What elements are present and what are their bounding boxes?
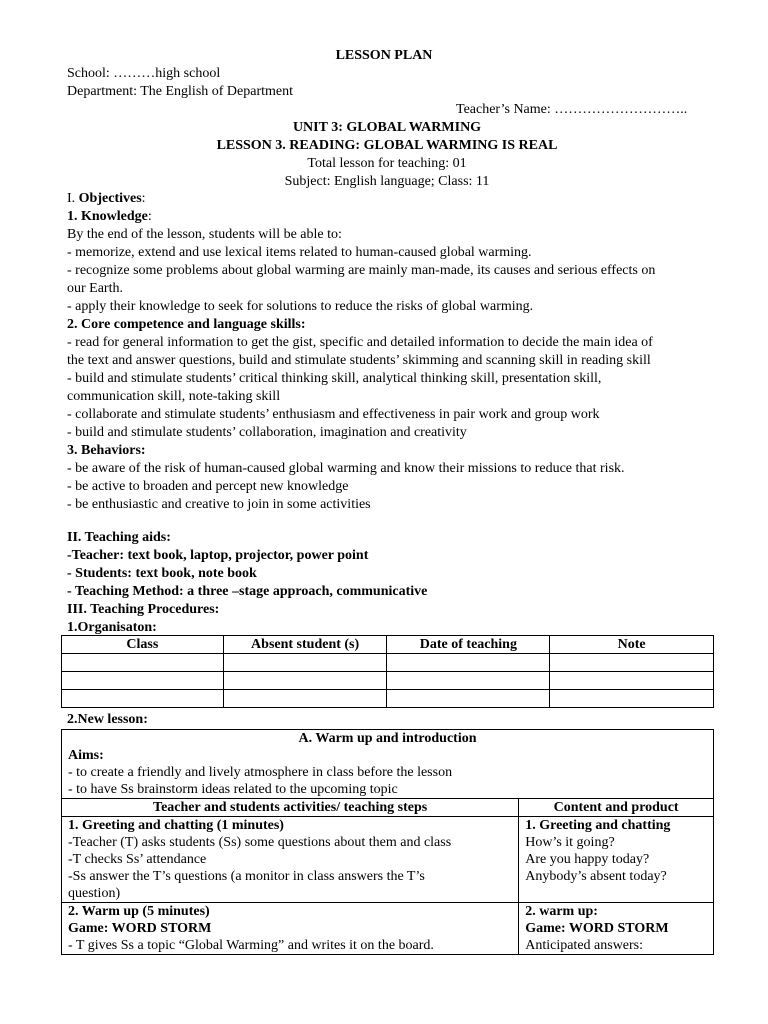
step-line: -Ss answer the T’s questions (a monitor in class answers the T’s [68, 869, 425, 884]
subject-line: Subject: English language; Class: 11 [284, 174, 490, 189]
content-line: Are you happy today? [525, 852, 650, 867]
behaviors-heading: 3. Behaviors: [67, 443, 146, 458]
behaviors-item: - be active to broaden and percept new knowledge [67, 479, 349, 494]
competence-item: the text and answer questions, build and stimulate students’ skimming and scanning skill in reading skill [67, 353, 651, 368]
new-lesson-heading: 2.New lesson: [67, 712, 148, 727]
organisation-table [61, 635, 714, 708]
knowledge-intro: By the end of the lesson, students will be able to: [67, 227, 342, 242]
section-row [62, 730, 714, 799]
document-title: LESSON PLAN [335, 48, 433, 63]
objectives-heading: I. Objectives: [67, 191, 146, 206]
competence-heading: 2. Core competence and language skills: [67, 317, 306, 332]
competence-item: communication skill, note-taking skill [67, 389, 281, 404]
content-line: How’s it going? [525, 835, 615, 850]
column-header: Teacher and students activities/ teaching steps [62, 799, 519, 817]
aims-label: Aims: [68, 748, 104, 763]
competence-item: - collaborate and stimulate students’ enthusiasm and effectiveness in pair work and group work [67, 407, 600, 422]
procedures-heading: III. Teaching Procedures: [67, 602, 220, 617]
column-header: Date of teaching [387, 636, 550, 654]
step-line: question) [68, 886, 121, 901]
table-row [62, 654, 714, 672]
competence-item: - build and stimulate students’ collaboration, imagination and creativity [67, 425, 467, 440]
column-header: Content and product [519, 799, 714, 817]
knowledge-heading: 1. Knowledge: [67, 209, 152, 224]
lesson-title: LESSON 3. READING: GLOBAL WARMING IS REAL [216, 138, 558, 153]
step-line: -Teacher (T) asks students (Ss) some questions about them and class [68, 835, 452, 850]
student-aids: - Students: text book, note book [67, 566, 257, 581]
knowledge-item: - recognize some problems about global warming are mainly man-made, its causes and serious effects on [67, 263, 656, 278]
aims-item: - to have Ss brainstorm ideas related to the upcoming topic [68, 782, 398, 797]
knowledge-item: - apply their knowledge to seek for solutions to reduce the risks of global warming. [67, 299, 534, 314]
column-header: Absent student (s) [223, 636, 387, 654]
school-line: School: ………high school [67, 66, 221, 81]
table-row [62, 672, 714, 690]
table-row [62, 903, 714, 955]
teaching-method: - Teaching Method: a three –stage approach, communicative [67, 584, 428, 599]
teaching-aids-section [67, 529, 707, 637]
column-header: Note [550, 636, 714, 654]
department-line: Department: The English of Department [67, 84, 294, 99]
objectives-section [67, 190, 707, 514]
section-title: A. Warm up and introduction [298, 731, 477, 746]
game-title: Game: WORD STORM [525, 921, 669, 936]
knowledge-item: our Earth. [67, 281, 123, 296]
table-row [62, 690, 714, 708]
content-line: Anticipated answers: [525, 938, 644, 953]
behaviors-item: - be enthusiastic and creative to join in some activities [67, 497, 371, 512]
total-lesson-line: Total lesson for teaching: 01 [307, 156, 467, 171]
teacher-name-line: Teacher’s Name: ……………………….. [456, 102, 688, 117]
step-line: - T gives Ss a topic “Global Warming” and writes it on the board. [68, 938, 434, 953]
step-title: 1. Greeting and chatting (1 minutes) [68, 818, 284, 833]
step-title: 2. Warm up (5 minutes) [68, 904, 210, 919]
aims-item: - to create a friendly and lively atmosphere in class before the lesson [68, 765, 453, 780]
step-line: -T checks Ss’ attendance [68, 852, 207, 867]
content-title: 2. warm up: [525, 904, 598, 919]
table-row [62, 817, 714, 903]
column-header: Class [62, 636, 224, 654]
table-header-row [62, 799, 714, 817]
content-title: 1. Greeting and chatting [525, 818, 671, 833]
organisation-heading: 1.Organisaton: [67, 620, 157, 635]
teaching-aids-heading: II. Teaching aids: [67, 530, 171, 545]
knowledge-item: - memorize, extend and use lexical items related to human-caused global warming. [67, 245, 532, 260]
table-header-row [62, 636, 714, 654]
unit-title: UNIT 3: GLOBAL WARMING [292, 120, 482, 135]
game-title: Game: WORD STORM [68, 921, 212, 936]
content-line: Anybody’s absent today? [525, 869, 667, 884]
competence-item: - build and stimulate students’ critical thinking skill, analytical thinking skill, presentation skill, [67, 371, 602, 386]
competence-item: - read for general information to get the gist, specific and detailed information to decide the main idea of [67, 335, 653, 350]
behaviors-item: - be aware of the risk of human-caused global warming and know their missions to reduce that risk. [67, 461, 625, 476]
new-lesson-table [61, 729, 714, 955]
teacher-aids: -Teacher: text book, laptop, projector, power point [67, 548, 369, 563]
